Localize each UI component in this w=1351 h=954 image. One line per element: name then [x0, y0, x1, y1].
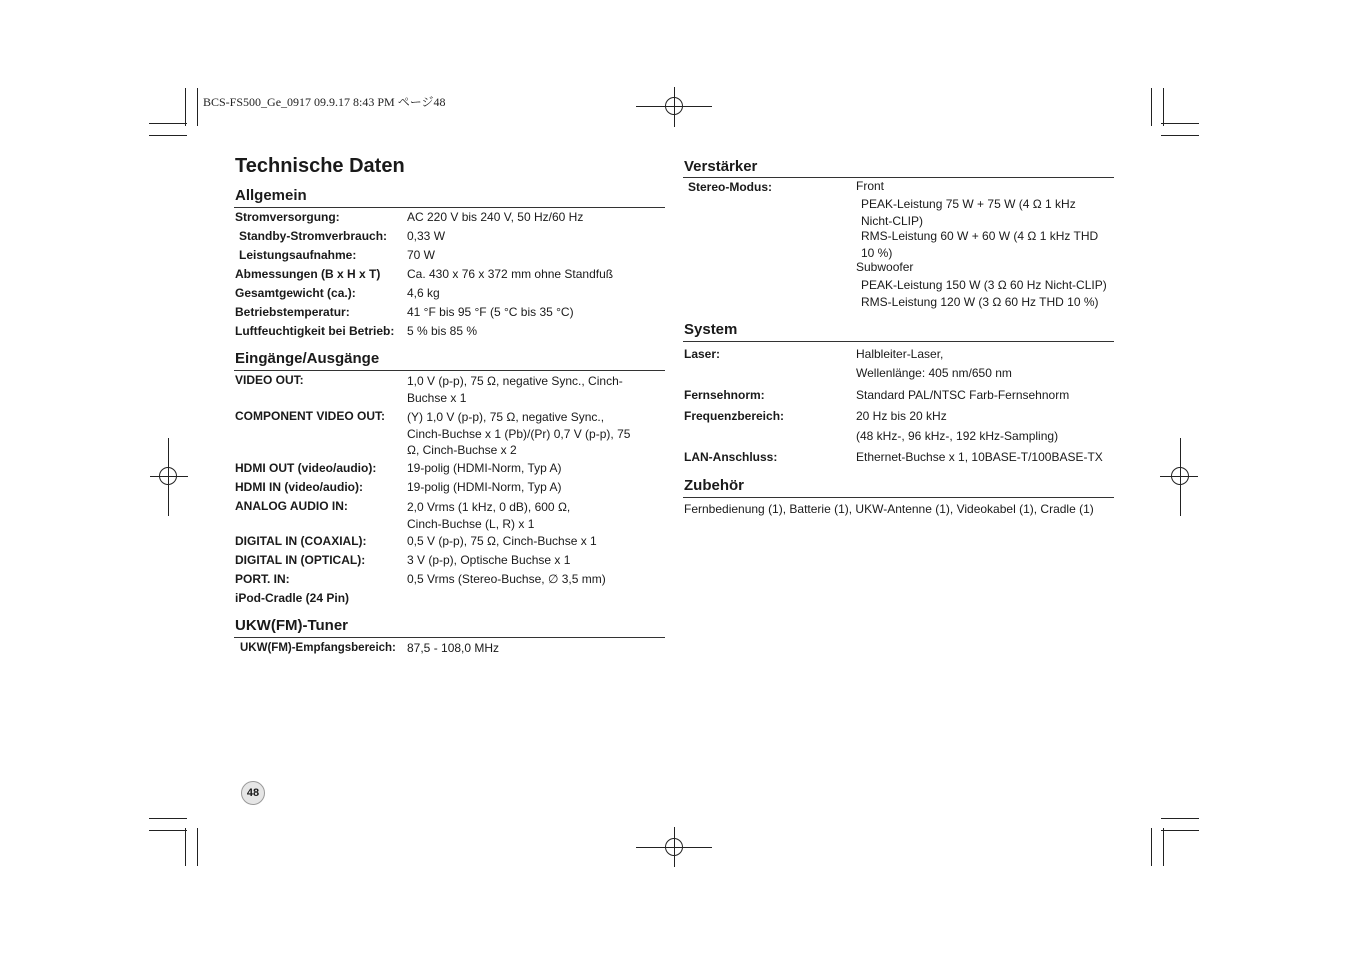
- spec-value: RMS-Leistung 60 W + 60 W (4 Ω 1 kHz THD 10 %): [861, 229, 1099, 260]
- spec-value: (48 kHz-, 96 kHz-, 192 kHz-Sampling): [856, 429, 1059, 443]
- spec-label: UKW(FM)-Empfangsbereich:: [240, 642, 396, 654]
- spec-value: 3 V (p-p), Optische Buchse x 1: [407, 553, 571, 567]
- spec-label: PORT. IN:: [235, 572, 290, 586]
- section-title-eingaenge: Eingänge/Ausgänge: [235, 350, 380, 367]
- spec-label: Stereo-Modus:: [688, 180, 772, 194]
- spec-value: 5 % bis 85 %: [407, 324, 478, 338]
- spec-label: Laser:: [684, 347, 721, 361]
- section-title-system: System: [684, 321, 738, 338]
- spec-label: Abmessungen (B x H x T): [235, 267, 381, 281]
- print-header: BCS-FS500_Ge_0917 09.9.17 8:43 PM ページ48: [203, 95, 446, 109]
- spec-label: Stromversorgung:: [235, 210, 340, 224]
- spec-value: 2,0 Vrms (1 kHz, 0 dB), 600 Ω, Cinch-Buchse (L, R) x 1: [407, 500, 571, 531]
- spec-value: (Y) 1,0 V (p-p), 75 Ω, negative Sync., Cinch-Buchse x 1 (Pb)/(Pr) 0,7 V (p-p), 75 Ω, Cinch-Buchse x 2: [407, 410, 631, 457]
- spec-value: Front: [856, 179, 885, 193]
- spec-value: Ethernet-Buchse x 1, 10BASE-T/100BASE-TX: [856, 450, 1103, 464]
- spec-label: Fernsehnorm:: [684, 388, 765, 402]
- spec-value: PEAK-Leistung 75 W + 75 W (4 Ω 1 kHz Nicht-CLIP): [861, 197, 1076, 228]
- spec-label: Leistungsaufnahme:: [239, 248, 357, 262]
- section-rule: [683, 177, 1114, 178]
- spec-label: COMPONENT VIDEO OUT:: [235, 409, 386, 423]
- spec-label: HDMI IN (video/audio):: [235, 480, 363, 494]
- spec-label: iPod-Cradle (24 Pin): [235, 591, 350, 605]
- section-rule: [234, 207, 665, 208]
- spec-label: HDMI OUT (video/audio):: [235, 461, 377, 475]
- spec-label: LAN-Anschluss:: [684, 450, 778, 464]
- spec-value: 4,6 kg: [407, 286, 440, 300]
- spec-label: VIDEO OUT:: [235, 373, 304, 387]
- spec-value: 0,5 V (p-p), 75 Ω, Cinch-Buchse x 1: [407, 534, 597, 548]
- section-rule: [234, 637, 665, 638]
- spec-value: 0,5 Vrms (Stereo-Buchse, ∅ 3,5 mm): [407, 572, 606, 586]
- spec-value: 19-polig (HDMI-Norm, Typ A): [407, 461, 562, 475]
- section-rule: [683, 341, 1114, 342]
- spec-value: Subwoofer: [856, 260, 914, 274]
- spec-label: Luftfeuchtigkeit bei Betrieb:: [235, 324, 395, 338]
- section-title-allgemein: Allgemein: [235, 187, 307, 204]
- spec-label: DIGITAL IN (OPTICAL):: [235, 553, 366, 567]
- page-title: Technische Daten: [235, 155, 405, 177]
- spec-value: AC 220 V bis 240 V, 50 Hz/60 Hz: [407, 210, 584, 224]
- spec-value: 0,33 W: [407, 229, 446, 243]
- spec-value: Halbleiter-Laser,: [856, 347, 944, 361]
- section-title-zubehoer: Zubehör: [684, 477, 744, 494]
- section-title-tuner: UKW(FM)-Tuner: [235, 617, 349, 634]
- spec-value: 41 °F bis 95 °F (5 °C bis 35 °C): [407, 305, 574, 319]
- spec-label: Betriebstemperatur:: [235, 305, 350, 319]
- spec-value: 70 W: [407, 248, 436, 262]
- spec-value: Standard PAL/NTSC Farb-Fernsehnorm: [856, 388, 1070, 402]
- spec-value: 20 Hz bis 20 kHz: [856, 409, 947, 423]
- spec-value: RMS-Leistung 120 W (3 Ω 60 Hz THD 10 %): [861, 295, 1099, 309]
- spec-label: ANALOG AUDIO IN:: [235, 499, 348, 513]
- spec-value: Ca. 430 x 76 x 372 mm ohne Standfuß: [407, 267, 614, 281]
- spec-value: 1,0 V (p-p), 75 Ω, negative Sync., Cinch-Buchse x 1: [407, 374, 623, 405]
- spec-label: Gesamtgewicht (ca.):: [235, 286, 356, 300]
- spec-value: Wellenlänge: 405 nm/650 nm: [856, 366, 1012, 380]
- spec-label: DIGITAL IN (COAXIAL):: [235, 534, 367, 548]
- spec-label: Frequenzbereich:: [684, 409, 785, 423]
- section-title-verstaerker: Verstärker: [684, 158, 758, 175]
- section-rule: [683, 497, 1114, 498]
- accessories-text: Fernbedienung (1), Batterie (1), UKW-Antenne (1), Videokabel (1), Cradle (1): [684, 502, 1094, 516]
- spec-value: 19-polig (HDMI-Norm, Typ A): [407, 480, 562, 494]
- spec-label: Standby-Stromverbrauch:: [239, 229, 388, 243]
- spec-value: PEAK-Leistung 150 W (3 Ω 60 Hz Nicht-CLIP): [861, 278, 1107, 292]
- spec-value: 87,5 - 108,0 MHz: [407, 641, 500, 655]
- page-number-badge: 48: [241, 781, 265, 805]
- section-rule: [234, 370, 665, 371]
